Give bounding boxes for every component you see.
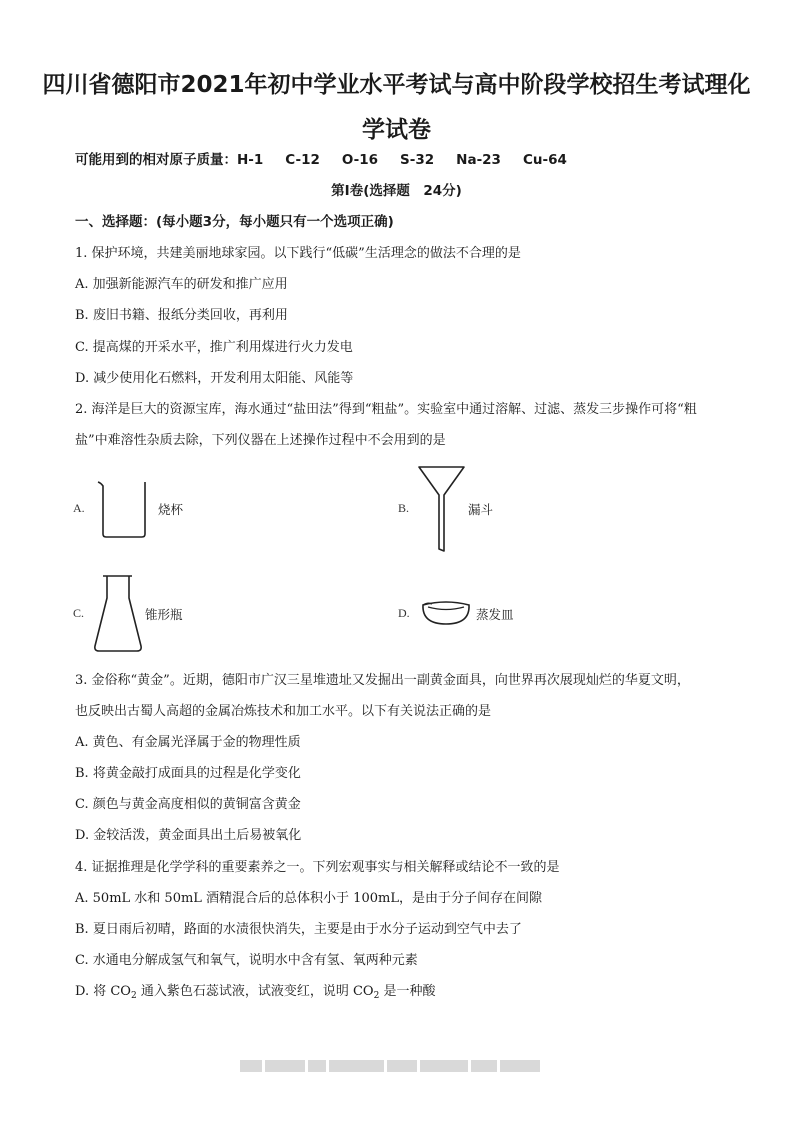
atomic-mass-h: H-1 <box>237 152 264 168</box>
q2-option-a-name: 烧杯 <box>158 502 184 517</box>
q4-option-d-part-1: D. 将 CO <box>75 984 131 999</box>
q3-option-d: D. 金较活泼，黄金面具出土后易被氧化 <box>75 828 302 843</box>
exam-title-line-1: 四川省德阳市2021年初中学业水平考试与高中阶段学校招生考试理化 <box>42 72 751 98</box>
q4-option-b: B. 夏日雨后初晴，路面的水渍很快消失，主要是由于水分子运动到空气中去了 <box>75 922 522 937</box>
q2-option-d-letter: D. <box>398 606 410 620</box>
q2-option-a-letter: A. <box>73 501 85 515</box>
q1-option-c: C. 提高煤的开采水平，推广利用煤进行火力发电 <box>75 340 353 355</box>
q4-option-c: C. 水通电分解成氢气和氧气，说明水中含有氢、氧两种元素 <box>75 953 418 968</box>
atomic-mass-na: Na-23 <box>456 152 501 168</box>
q3-option-c: C. 颜色与黄金高度相似的黄铜富含黄金 <box>75 797 301 812</box>
q2-stem-line-2: 盐”中难溶性杂质去除，下列仪器在上述操作过程中不会用到的是 <box>75 433 446 448</box>
q4-option-d <box>75 983 435 1001</box>
q3-stem-line-2: 也反映出古蜀人高超的金属冶炼技术和加工水平。以下有关说法正确的是 <box>75 704 492 719</box>
evaporating-dish-icon <box>420 598 472 628</box>
atomic-masses-label: 可能用到的相对原子质量： <box>75 152 237 168</box>
q1-option-a: A. 加强新能源汽车的研发和推广应用 <box>75 277 288 292</box>
atomic-mass-o: O-16 <box>341 152 379 168</box>
part1-heading: 第Ⅰ卷(选择题 24分) <box>331 183 462 199</box>
exam-title-line-2: 学试卷 <box>362 117 431 143</box>
q1-stem: 1. 保护环境，共建美丽地球家园。以下践行“低碳”生活理念的做法不合理的是 <box>75 246 521 261</box>
funnel-icon <box>418 465 466 553</box>
q4-option-d-part-2: 通入紫色石蕊试液，试液变红，说明 CO <box>136 984 374 999</box>
q2-stem-line-1: 2. 海洋是巨大的资源宝库，海水通过“盐田法”得到“粗盐”。实验室中通过溶解、过滤、蒸发三步操作可将“粗 <box>75 402 697 417</box>
conical-flask-icon <box>92 572 144 654</box>
q2-option-b-letter: B. <box>398 501 410 515</box>
atomic-mass-c: C-12 <box>285 152 320 168</box>
blurred-footer-watermark <box>240 1055 555 1069</box>
q3-option-b: B. 将黄金敲打成面具的过程是化学变化 <box>75 766 301 781</box>
q2-option-c-name: 锥形瓶 <box>145 607 183 622</box>
q2-option-d-name: 蒸发皿 <box>476 607 514 622</box>
q2-option-c-letter: C. <box>73 606 85 620</box>
q2-option-b-name: 漏斗 <box>468 502 494 517</box>
q1-option-d: D. 减少使用化石燃料，开发利用太阳能、风能等 <box>75 371 354 386</box>
section1-heading: 一、选择题：(每小题3分，每小题只有一个选项正确) <box>75 214 394 230</box>
q4-option-d-part-3: 是一种酸 <box>379 984 436 999</box>
q1-option-b: B. 废旧书籍、报纸分类回收，再利用 <box>75 308 288 323</box>
atomic-masses-line <box>75 151 589 169</box>
q4-option-d-sub-2: 2 <box>373 991 380 1001</box>
beaker-icon <box>94 479 154 541</box>
atomic-mass-cu: Cu-64 <box>522 152 567 168</box>
q4-option-a: A. 50mL 水和 50mL 酒精混合后的总体积小于 100mL，是由于分子间存在间隙 <box>75 891 542 906</box>
q4-stem: 4. 证据推理是化学学科的重要素养之一。下列宏观事实与相关解释或结论不一致的是 <box>75 860 560 875</box>
q3-option-a: A. 黄色、有金属光泽属于金的物理性质 <box>75 735 301 750</box>
q4-option-d-sub-1: 2 <box>130 991 137 1001</box>
q3-stem-line-1: 3. 金俗称“黄金”。近期，德阳市广汉三星堆遗址又发掘出一副黄金面具，向世界再次展现灿烂的华夏文明， <box>75 673 690 688</box>
atomic-mass-s: S-32 <box>400 152 435 168</box>
